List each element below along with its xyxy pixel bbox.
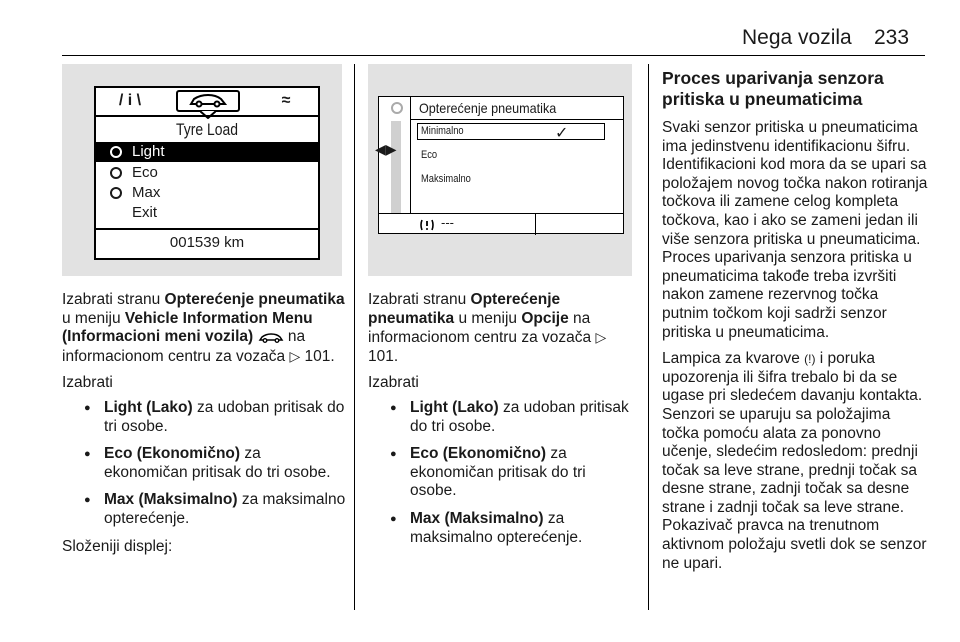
footer-value: --- [441,215,454,230]
display-title: Tyre Load [175,120,238,139]
tab-car-selected [176,90,240,112]
option-exit: Exit [132,204,158,221]
paragraph-complex-display: Složeniji displej: [62,537,173,555]
page-ref-icon: ▷ [595,329,607,346]
select-label: Izabrati [62,374,113,392]
paragraph-intro: Izabrati stranu Opterećenje pneumatika u meniju Vehicle Information Menu (Informacioni meni vozila) na informacionom centru za vozača ▷ 101. [62,291,345,365]
list-item: ● Light (Lako) za udoban pritisak do tri osobe. [368,399,634,436]
option-eco: Eco [96,163,318,183]
tyre-warning-icon [419,217,435,233]
car-icon [188,92,228,108]
list-item: ● Eco (Ekonomično) za ekonomičan pritisak do tri osobe. [62,445,346,482]
tab-info: / i \ [118,92,142,109]
header-rule [62,55,925,56]
paragraph-warning-lamp: Lampica za kvarove (!) i poruka upozorenja ili šifra trebalo bi da se ugase pri sledećem davanju kontakta. Senzori se uparuju sa položajima točka pomoću alata za ponovno učenje, sledećim redosledom: prednji točak sa leve strane, prednji točak sa desne strane, zadnji točak sa desne strane i zadnji točak sa leve strane. Pokazivač pravca na trenutnom aktivnom položaju svetli dok se senzor ne upari. [662,350,927,572]
lcd-display [94,86,320,260]
tab-eco-leaf: ≈ [281,92,291,109]
car-icon [258,332,284,343]
option-minimalno: Minimalno [421,125,464,137]
check-icon: ✓ [555,125,569,142]
header-title: Nega vozila [742,26,852,49]
paragraph-intro-2: Izabrati stranu Opterećenje pneumatika u meniju Opcije na informacionom centru za vozača ▷ 101. [368,291,607,365]
radio-icon [110,187,122,199]
list-item: ● Light (Lako) za udoban pritisak do tri osobe. [62,399,346,436]
column-1-text [62,291,346,564]
lcd-display-2 [375,96,624,234]
option-maksimalno: Maksimalno [421,173,471,185]
option-light: Light [96,142,318,162]
title-divider [411,119,623,120]
radio-icon [110,146,122,158]
figure-tyre-load-display [62,64,342,276]
paragraph-sensor-ids: Svaki senzor pritiska u pneumaticima ima jedinstvenu identifikacionu šifru. Identifikacioni kod mora da se upari sa položajem novog točka nakon rotiranja točkova ili zamene celog kompleta točkova, kao i ako se zameni jedan ili više senzora pritiska u pneumaticima. Proces uparivanja senzora pritiska u pneumaticima takođe treba izvršiti nakon zamene rezervnog točka putnim točkom koji sadrži senzor pritiska u pneumaticima. [662,119,928,341]
page-number: 233 [874,26,910,49]
scroll-bar [391,121,401,213]
column-divider-2 [648,64,649,610]
radio-icon [110,167,122,179]
tyre-warning-lamp-icon: (!) [804,352,816,367]
column-divider-1 [354,64,355,610]
display-tabs [96,88,318,116]
page-header [0,26,960,56]
option-max: Max [96,183,318,203]
option-eco-2: Eco [421,149,438,161]
figure-color-display [368,64,632,276]
section-heading: Proces uparivanja senzora pritiska u pneumaticima [662,68,884,109]
odometer-divider [96,228,318,230]
column-3-text [662,68,928,581]
column-2-text [368,291,634,556]
list-item: ● Max (Maksimalno) za maksimalno opterećenje. [62,491,346,528]
settings-icon [390,101,404,115]
tab-divider [96,115,318,117]
footer-divider [379,213,623,214]
select-label-2: Izabrati [368,374,419,392]
list-item: ● Max (Maksimalno) za maksimalno opterećenje. [368,510,634,547]
odometer: 001539 km [169,234,245,251]
page-ref-icon: ▷ [289,347,301,364]
footer-column-divider [535,213,536,235]
list-item: ● Eco (Ekonomično) za ekonomičan pritisak do tri osobe. [368,445,634,501]
left-right-arrows-icon: ◀▶ [375,141,397,157]
display-title-2: Opterećenje pneumatika [419,100,557,116]
